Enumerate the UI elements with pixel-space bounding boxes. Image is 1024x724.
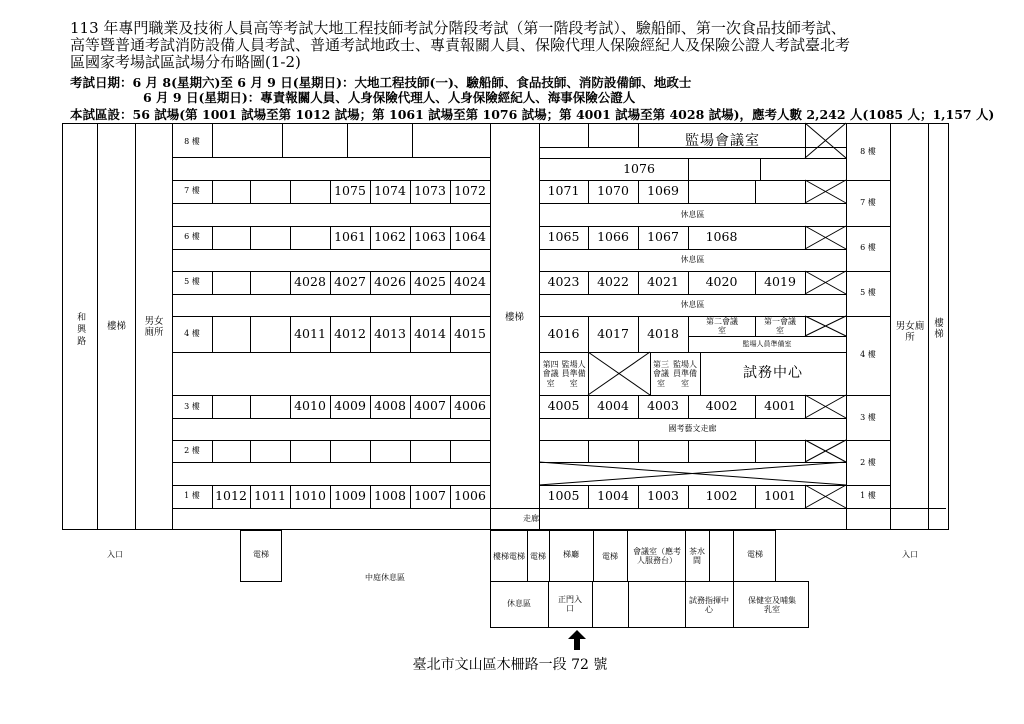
closed-area-icon xyxy=(805,440,846,462)
gallery-corridor: 國考藝文走廊 xyxy=(668,424,717,434)
exam-room: 1004 xyxy=(597,488,629,504)
rest-area: 休息區 xyxy=(680,255,705,265)
rest-area: 休息區 xyxy=(680,300,705,310)
exam-room: 4018 xyxy=(647,325,679,341)
exam-room: 1065 xyxy=(547,229,580,245)
exam-room: 1001 xyxy=(764,488,796,504)
rest-area: 休息區 xyxy=(680,209,705,219)
exam-room: 4011 xyxy=(294,325,326,341)
closed-area-icon xyxy=(805,395,846,418)
exam-room: 1009 xyxy=(334,488,366,504)
floor-label: 8 樓 xyxy=(860,147,876,157)
floor-label: 5 樓 xyxy=(860,288,876,298)
meeting-room-3: 第三會議室 監場人員準備室 xyxy=(653,360,697,388)
elevator-left-label: 電梯 xyxy=(253,550,269,560)
stairs-label-right: 樓梯 xyxy=(934,318,944,340)
floor-label: 6 樓 xyxy=(184,232,200,242)
exam-room: 1072 xyxy=(454,183,486,199)
closed-area-icon xyxy=(805,485,846,508)
courtyard-rest-area: 中庭休息區 xyxy=(365,573,405,583)
exam-room: 1012 xyxy=(215,488,247,504)
tea-room: 茶水間 xyxy=(689,546,705,565)
corridor-label: 走廊 xyxy=(523,514,539,524)
exam-room: 1061 xyxy=(334,229,366,245)
divider xyxy=(890,123,891,530)
exam-room: 1006 xyxy=(454,488,486,504)
summary-line: 本試區設：56 試場(第 1001 試場至第 1012 試場；第 1061 試場至第 1076 試場；第 4001 試場至第 4028 試場)，應考人數 2,242 人(1085 人；1,157 人) xyxy=(70,107,995,122)
exam-room: 4012 xyxy=(334,325,366,341)
health-room: 保健室及哺集乳室 xyxy=(748,595,796,614)
address: 臺北市文山區木柵路一段 72 號 xyxy=(412,656,608,673)
floor-label: 3 樓 xyxy=(184,402,200,412)
exam-room: 4015 xyxy=(454,325,486,341)
exam-room: 4010 xyxy=(294,398,326,414)
monitor-meeting-room: 監場會議室 xyxy=(685,132,760,149)
title-line-1: 113 年專門職業及技術人員高等考試大地工程技師考試分階段考試（第一階段考試）、驗船師、第一次食品技師考試、 xyxy=(70,19,846,37)
exam-room: 4008 xyxy=(374,398,406,414)
floor-label: 6 樓 xyxy=(860,243,876,253)
exam-room: 4027 xyxy=(334,274,366,290)
meeting-room-4: 第四會議室 監場人員準備室 xyxy=(542,360,586,388)
stairs-elevator: 樓梯電梯 xyxy=(493,552,525,562)
exam-room: 1070 xyxy=(597,183,629,199)
divider xyxy=(135,123,136,530)
exam-room: 4026 xyxy=(374,274,406,290)
elevator: 電梯 xyxy=(530,552,546,562)
exam-room: 1066 xyxy=(597,229,629,245)
divider xyxy=(846,123,847,530)
stairs-label-left: 樓梯 xyxy=(106,320,126,332)
exam-room: 4017 xyxy=(597,325,629,341)
exam-room: 4016 xyxy=(547,325,580,341)
closed-area-icon xyxy=(588,352,650,395)
closed-area-icon xyxy=(539,462,846,485)
exam-room: 1074 xyxy=(374,183,406,199)
exam-room: 4003 xyxy=(647,398,679,414)
entrance-left: 入口 xyxy=(107,550,123,560)
stairs-label-center: 樓梯 xyxy=(504,311,524,323)
candidate-service-desk: 會議室（應考人服務台） xyxy=(633,546,681,565)
exam-room: 1063 xyxy=(414,229,446,245)
exam-room: 1010 xyxy=(294,488,326,504)
floor-label: 3 樓 xyxy=(860,413,876,423)
monitor-prep-room: 監場人員準備室 xyxy=(742,340,792,349)
exam-room: 4006 xyxy=(454,398,486,414)
exam-room: 1071 xyxy=(547,183,580,199)
exam-room: 4007 xyxy=(414,398,446,414)
arrow-up-icon xyxy=(568,630,586,650)
floor-label: 7 樓 xyxy=(860,198,876,208)
exam-room: 1075 xyxy=(334,183,366,199)
exam-room: 4023 xyxy=(547,274,580,290)
floor-label: 1 樓 xyxy=(860,491,876,501)
exam-room: 1067 xyxy=(647,229,679,245)
exam-room: 1062 xyxy=(374,229,406,245)
exam-room: 1011 xyxy=(254,488,286,504)
elevator: 電梯 xyxy=(602,552,618,562)
restroom-label-right: 男女廁所 xyxy=(895,321,925,343)
floor-label: 7 樓 xyxy=(184,186,200,196)
floor-label: 4 樓 xyxy=(184,329,200,339)
exam-room: 1005 xyxy=(547,488,580,504)
exam-room: 4005 xyxy=(547,398,580,414)
title-line-3: 區國家考場試區試場分布略圖(1-2) xyxy=(70,53,301,71)
exam-command-center: 試務指揮中心 xyxy=(689,595,729,614)
exam-room: 1007 xyxy=(414,488,446,504)
floor-label: 8 樓 xyxy=(184,137,200,147)
exam-affairs-center: 試務中心 xyxy=(743,365,803,382)
exam-room: 4009 xyxy=(334,398,366,414)
exam-room: 4028 xyxy=(294,274,326,290)
closed-area-icon xyxy=(805,123,846,158)
exam-room: 1003 xyxy=(647,488,679,504)
floor-label: 2 樓 xyxy=(860,458,876,468)
closed-area-icon xyxy=(805,316,846,336)
meeting-room-2: 第二會議室 xyxy=(706,316,738,335)
divider xyxy=(928,123,929,530)
main-gate: 正門入口 xyxy=(558,594,582,613)
exam-room: 4004 xyxy=(597,398,629,414)
elevator-right: 電梯 xyxy=(747,550,763,560)
closed-area-icon xyxy=(805,180,846,203)
exam-room: 4024 xyxy=(454,274,486,290)
exam-room: 4025 xyxy=(414,274,446,290)
road-label: 和興路 xyxy=(75,312,86,348)
elevator-lobby: 梯廳 xyxy=(563,550,579,560)
exam-room: 4001 xyxy=(764,398,796,414)
exam-room: 4022 xyxy=(597,274,629,290)
exam-room: 4019 xyxy=(764,274,796,290)
exam-room: 1073 xyxy=(414,183,446,199)
exam-date-line-1: 考試日期：6 月 8(星期六)至 6 月 9 日(星期日)：大地工程技師(一)、驗船師、食品技師、消防設備師、地政士 xyxy=(70,75,692,90)
exam-room: 1064 xyxy=(454,229,486,245)
title-line-2: 高等暨普通考試消防設備人員考試、普通考試地政士、專責報關人員、保險代理人保險經紀人及保險公證人考試臺北考 xyxy=(70,36,851,54)
exam-room: 1008 xyxy=(374,488,406,504)
exam-room: 4020 xyxy=(705,274,738,290)
exam-room: 1069 xyxy=(647,183,679,199)
exam-room: 1002 xyxy=(705,488,738,504)
exam-room: 4014 xyxy=(414,325,446,341)
closed-area-icon xyxy=(805,226,846,249)
restroom-label-left: 男女廁所 xyxy=(144,316,164,338)
floor-label: 4 樓 xyxy=(860,350,876,360)
floor-label: 2 樓 xyxy=(184,446,200,456)
exam-room: 4002 xyxy=(705,398,738,414)
exam-room: 1068 xyxy=(705,229,738,245)
closed-area-icon xyxy=(805,271,846,294)
floor-label: 5 樓 xyxy=(184,277,200,287)
entrance-right: 入口 xyxy=(902,550,918,560)
exam-room: 4013 xyxy=(374,325,406,341)
floor-label: 1 樓 xyxy=(184,491,200,501)
meeting-room-1: 第一會議室 xyxy=(764,316,796,335)
exam-room: 4021 xyxy=(647,274,679,290)
exam-room: 1076 xyxy=(623,160,655,176)
rest-area-ground: 休息區 xyxy=(507,599,531,609)
exam-date-line-2: 6 月 9 日(星期日)：專責報關人員、人身保險代理人、人身保險經紀人、海事保險公證人 xyxy=(143,90,636,105)
divider xyxy=(172,123,173,530)
